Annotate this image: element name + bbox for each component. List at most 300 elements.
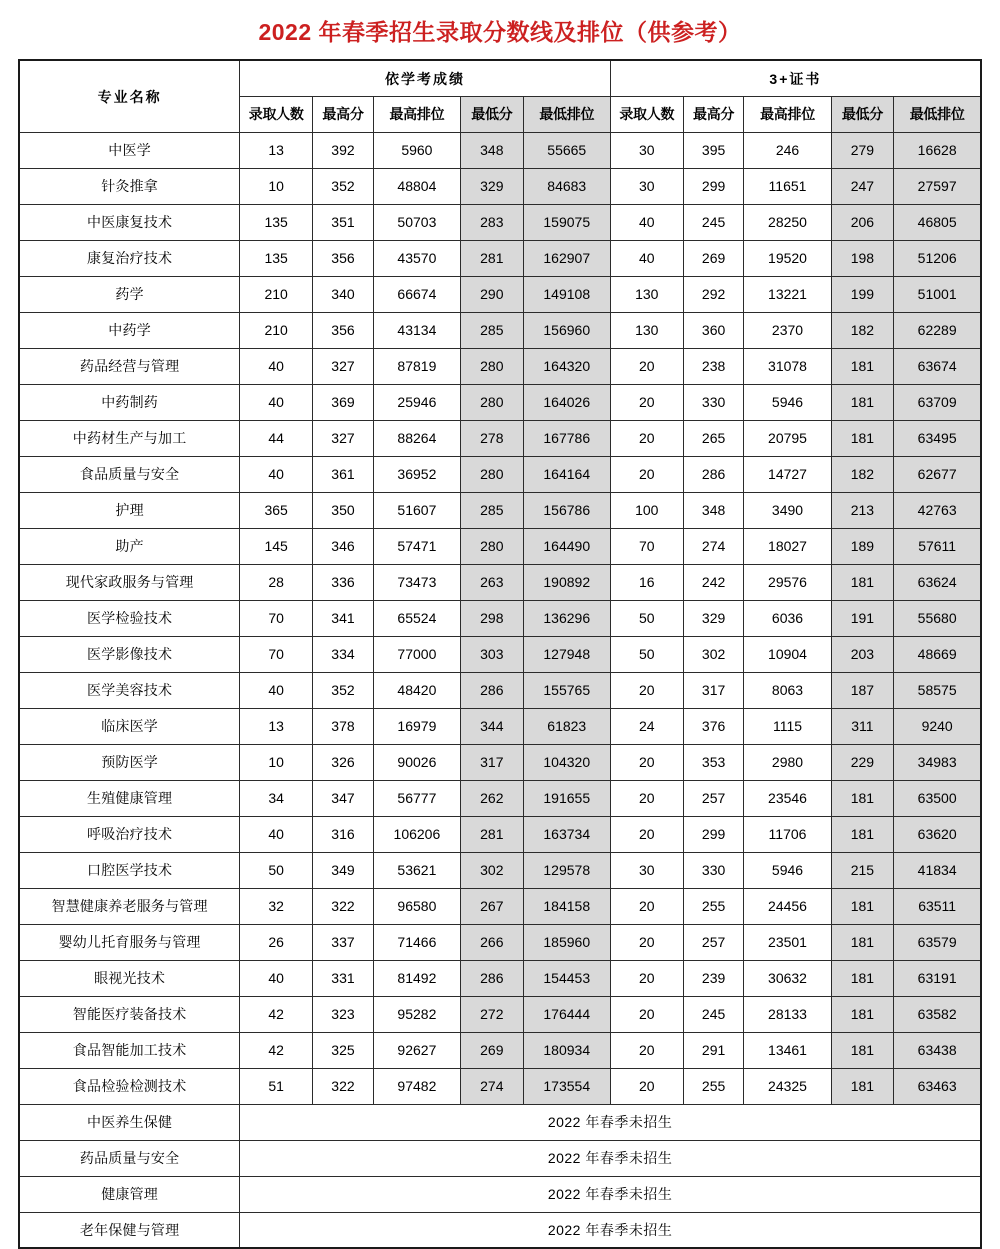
cell-major-name: 口腔医学技术	[19, 852, 240, 888]
cell-zs-maxrank: 3490	[744, 492, 831, 528]
cell-zs-maxscore: 348	[683, 492, 744, 528]
cell-zs-minrank: 57611	[894, 528, 981, 564]
cell-zs-maxrank: 28133	[744, 996, 831, 1032]
cell-xk-minscore: 280	[460, 384, 523, 420]
cell-xk-maxscore: 337	[313, 924, 374, 960]
cell-xk-maxrank: 88264	[373, 420, 460, 456]
header-row-groups	[19, 60, 981, 96]
cell-zs-minscore: 191	[831, 600, 894, 636]
cell-zs-maxscore: 299	[683, 168, 744, 204]
table-row	[19, 132, 981, 168]
cell-xk-count: 50	[240, 852, 313, 888]
header-zs-minscore: 最低分	[831, 96, 894, 132]
cell-zs-maxscore: 257	[683, 924, 744, 960]
table-row	[19, 1032, 981, 1068]
cell-xk-minrank: 156786	[523, 492, 610, 528]
cell-zs-maxscore: 317	[683, 672, 744, 708]
cell-zs-maxrank: 10904	[744, 636, 831, 672]
cell-xk-maxrank: 92627	[373, 1032, 460, 1068]
cell-xk-count: 70	[240, 636, 313, 672]
cell-xk-maxrank: 48804	[373, 168, 460, 204]
cell-zs-minscore: 181	[831, 420, 894, 456]
cell-xk-maxrank: 43134	[373, 312, 460, 348]
cell-zs-minrank: 63579	[894, 924, 981, 960]
cell-zs-minscore: 181	[831, 924, 894, 960]
cell-xk-minrank: 164320	[523, 348, 610, 384]
cell-zs-count: 20	[610, 672, 683, 708]
cell-xk-maxrank: 96580	[373, 888, 460, 924]
cell-xk-maxscore: 327	[313, 420, 374, 456]
header-xk-minrank: 最低排位	[523, 96, 610, 132]
cell-xk-maxscore: 356	[313, 312, 374, 348]
cell-zs-maxrank: 1115	[744, 708, 831, 744]
cell-zs-minrank: 41834	[894, 852, 981, 888]
cell-xk-minscore: 286	[460, 960, 523, 996]
cell-xk-minrank: 164490	[523, 528, 610, 564]
cell-xk-minscore: 298	[460, 600, 523, 636]
cell-xk-minscore: 280	[460, 528, 523, 564]
cell-xk-maxscore: 369	[313, 384, 374, 420]
cell-xk-maxrank: 57471	[373, 528, 460, 564]
cell-zs-minrank: 46805	[894, 204, 981, 240]
cell-xk-minrank: 173554	[523, 1068, 610, 1104]
cell-zs-minrank: 42763	[894, 492, 981, 528]
table-body	[19, 132, 981, 1248]
cell-xk-maxscore: 352	[313, 168, 374, 204]
cell-major-name: 食品质量与安全	[19, 456, 240, 492]
cell-zs-maxrank: 29576	[744, 564, 831, 600]
cell-xk-maxscore: 322	[313, 1068, 374, 1104]
cell-xk-maxscore: 350	[313, 492, 374, 528]
cell-zs-maxrank: 24325	[744, 1068, 831, 1104]
cell-zs-minrank: 63495	[894, 420, 981, 456]
cell-zs-count: 20	[610, 816, 683, 852]
cell-xk-maxscore: 334	[313, 636, 374, 672]
cell-zs-minrank: 48669	[894, 636, 981, 672]
cell-zs-minscore: 181	[831, 348, 894, 384]
table-row	[19, 528, 981, 564]
cell-xk-maxrank: 36952	[373, 456, 460, 492]
cell-major-name: 老年保健与管理	[19, 1212, 240, 1248]
cell-xk-minscore: 344	[460, 708, 523, 744]
cell-zs-maxrank: 11651	[744, 168, 831, 204]
cell-zs-minscore: 181	[831, 384, 894, 420]
cell-zs-minscore: 181	[831, 1032, 894, 1068]
cell-xk-maxrank: 16979	[373, 708, 460, 744]
cell-xk-minscore: 280	[460, 456, 523, 492]
cell-major-name: 眼视光技术	[19, 960, 240, 996]
header-zs-count: 录取人数	[610, 96, 683, 132]
cell-major-name: 医学美容技术	[19, 672, 240, 708]
cell-major-name: 医学检验技术	[19, 600, 240, 636]
cell-major-name: 食品智能加工技术	[19, 1032, 240, 1068]
cell-xk-minrank: 159075	[523, 204, 610, 240]
cell-xk-count: 40	[240, 384, 313, 420]
table-row	[19, 888, 981, 924]
cell-zs-maxscore: 242	[683, 564, 744, 600]
cell-major-name: 中药学	[19, 312, 240, 348]
cell-xk-minscore: 285	[460, 312, 523, 348]
cell-zs-maxscore: 330	[683, 852, 744, 888]
table-row	[19, 384, 981, 420]
cell-xk-count: 13	[240, 708, 313, 744]
cell-xk-minrank: 185960	[523, 924, 610, 960]
cell-zs-maxscore: 299	[683, 816, 744, 852]
cell-xk-maxscore: 347	[313, 780, 374, 816]
cell-zs-maxrank: 2980	[744, 744, 831, 780]
cell-xk-minscore: 267	[460, 888, 523, 924]
cell-xk-maxscore: 331	[313, 960, 374, 996]
cell-xk-count: 135	[240, 204, 313, 240]
cell-zs-count: 30	[610, 852, 683, 888]
cell-zs-maxscore: 395	[683, 132, 744, 168]
table-row	[19, 456, 981, 492]
cell-xk-minrank: 163734	[523, 816, 610, 852]
cell-zs-count: 20	[610, 960, 683, 996]
cell-xk-minrank: 55665	[523, 132, 610, 168]
cell-xk-count: 10	[240, 168, 313, 204]
cell-zs-maxscore: 302	[683, 636, 744, 672]
cell-zs-maxscore: 329	[683, 600, 744, 636]
cell-xk-maxrank: 81492	[373, 960, 460, 996]
cell-xk-maxscore: 352	[313, 672, 374, 708]
cell-zs-maxscore: 257	[683, 780, 744, 816]
cell-zs-minrank: 63500	[894, 780, 981, 816]
cell-major-name: 护理	[19, 492, 240, 528]
cell-xk-count: 26	[240, 924, 313, 960]
cell-zs-count: 70	[610, 528, 683, 564]
table-row-no-intake	[19, 1212, 981, 1248]
table-container	[0, 59, 1000, 1249]
cell-zs-minscore: 182	[831, 456, 894, 492]
table-head	[19, 60, 981, 132]
cell-zs-minscore: 181	[831, 780, 894, 816]
table-row	[19, 564, 981, 600]
cell-major-name: 临床医学	[19, 708, 240, 744]
cell-zs-count: 20	[610, 744, 683, 780]
cell-major-name: 药品经营与管理	[19, 348, 240, 384]
cell-major-name: 中医康复技术	[19, 204, 240, 240]
cell-zs-minrank: 63624	[894, 564, 981, 600]
cell-xk-count: 42	[240, 996, 313, 1032]
cell-zs-maxrank: 6036	[744, 600, 831, 636]
admission-score-table	[18, 59, 982, 1249]
cell-xk-maxrank: 43570	[373, 240, 460, 276]
cell-major-name: 呼吸治疗技术	[19, 816, 240, 852]
cell-xk-count: 210	[240, 312, 313, 348]
cell-major-name: 健康管理	[19, 1176, 240, 1212]
cell-major-name: 中医学	[19, 132, 240, 168]
cell-xk-minscore: 283	[460, 204, 523, 240]
cell-zs-minrank: 9240	[894, 708, 981, 744]
cell-zs-minrank: 55680	[894, 600, 981, 636]
cell-major-name: 助产	[19, 528, 240, 564]
cell-major-name: 食品检验检测技术	[19, 1068, 240, 1104]
cell-zs-maxscore: 353	[683, 744, 744, 780]
cell-zs-count: 30	[610, 168, 683, 204]
cell-zs-count: 20	[610, 996, 683, 1032]
cell-zs-minrank: 62289	[894, 312, 981, 348]
cell-xk-maxrank: 48420	[373, 672, 460, 708]
cell-xk-minscore: 281	[460, 816, 523, 852]
cell-xk-maxrank: 53621	[373, 852, 460, 888]
cell-zs-minscore: 181	[831, 888, 894, 924]
cell-zs-maxrank: 2370	[744, 312, 831, 348]
cell-xk-minrank: 191655	[523, 780, 610, 816]
cell-xk-maxrank: 73473	[373, 564, 460, 600]
table-row	[19, 276, 981, 312]
cell-xk-count: 135	[240, 240, 313, 276]
cell-xk-minrank: 167786	[523, 420, 610, 456]
header-group-zhengshu: 3+证书	[610, 60, 981, 96]
cell-xk-minrank: 155765	[523, 672, 610, 708]
cell-zs-count: 20	[610, 1068, 683, 1104]
cell-zs-minrank: 51001	[894, 276, 981, 312]
cell-zs-count: 50	[610, 600, 683, 636]
cell-xk-maxrank: 95282	[373, 996, 460, 1032]
cell-zs-minrank: 63582	[894, 996, 981, 1032]
cell-zs-minscore: 198	[831, 240, 894, 276]
cell-xk-minrank: 156960	[523, 312, 610, 348]
table-row	[19, 960, 981, 996]
table-row	[19, 1068, 981, 1104]
cell-xk-count: 32	[240, 888, 313, 924]
cell-zs-maxscore: 376	[683, 708, 744, 744]
cell-xk-maxrank: 66674	[373, 276, 460, 312]
cell-zs-minscore: 206	[831, 204, 894, 240]
cell-no-intake-notice: 2022 年春季未招生	[240, 1140, 981, 1176]
cell-zs-minrank: 62677	[894, 456, 981, 492]
page-title: 2022 年春季招生录取分数线及排位（供参考）	[258, 19, 742, 45]
cell-xk-minscore: 280	[460, 348, 523, 384]
cell-zs-maxscore: 265	[683, 420, 744, 456]
cell-zs-maxscore: 255	[683, 888, 744, 924]
cell-xk-count: 42	[240, 1032, 313, 1068]
cell-major-name: 婴幼儿托育服务与管理	[19, 924, 240, 960]
cell-xk-count: 40	[240, 456, 313, 492]
cell-major-name: 生殖健康管理	[19, 780, 240, 816]
cell-zs-minrank: 63709	[894, 384, 981, 420]
cell-zs-minscore: 247	[831, 168, 894, 204]
cell-xk-minrank: 184158	[523, 888, 610, 924]
cell-zs-minscore: 181	[831, 564, 894, 600]
cell-xk-minrank: 180934	[523, 1032, 610, 1068]
cell-xk-minscore: 348	[460, 132, 523, 168]
cell-zs-maxscore: 291	[683, 1032, 744, 1068]
cell-zs-count: 130	[610, 312, 683, 348]
cell-xk-maxrank: 65524	[373, 600, 460, 636]
cell-xk-maxrank: 77000	[373, 636, 460, 672]
cell-xk-minrank: 164026	[523, 384, 610, 420]
cell-zs-minscore: 213	[831, 492, 894, 528]
cell-major-name: 中药材生产与加工	[19, 420, 240, 456]
cell-xk-minrank: 164164	[523, 456, 610, 492]
cell-zs-maxscore: 360	[683, 312, 744, 348]
cell-xk-count: 40	[240, 672, 313, 708]
cell-xk-maxscore: 326	[313, 744, 374, 780]
cell-zs-maxrank: 31078	[744, 348, 831, 384]
cell-zs-count: 50	[610, 636, 683, 672]
header-zs-maxscore: 最高分	[683, 96, 744, 132]
cell-zs-maxscore: 292	[683, 276, 744, 312]
cell-zs-count: 16	[610, 564, 683, 600]
cell-zs-maxrank: 30632	[744, 960, 831, 996]
cell-xk-minscore: 274	[460, 1068, 523, 1104]
cell-xk-maxrank: 71466	[373, 924, 460, 960]
cell-zs-maxrank: 13221	[744, 276, 831, 312]
table-row	[19, 420, 981, 456]
cell-xk-count: 51	[240, 1068, 313, 1104]
cell-zs-maxscore: 330	[683, 384, 744, 420]
cell-xk-minscore: 269	[460, 1032, 523, 1068]
cell-xk-minscore: 329	[460, 168, 523, 204]
cell-major-name: 针灸推拿	[19, 168, 240, 204]
cell-zs-count: 130	[610, 276, 683, 312]
cell-xk-minscore: 285	[460, 492, 523, 528]
cell-xk-count: 40	[240, 960, 313, 996]
cell-major-name: 智能医疗装备技术	[19, 996, 240, 1032]
cell-xk-minscore: 286	[460, 672, 523, 708]
cell-xk-maxscore: 392	[313, 132, 374, 168]
cell-zs-minscore: 181	[831, 996, 894, 1032]
cell-zs-maxrank: 5946	[744, 852, 831, 888]
cell-xk-minrank: 127948	[523, 636, 610, 672]
cell-xk-maxscore: 336	[313, 564, 374, 600]
cell-zs-minscore: 181	[831, 816, 894, 852]
cell-zs-maxrank: 5946	[744, 384, 831, 420]
cell-xk-count: 365	[240, 492, 313, 528]
cell-zs-count: 40	[610, 204, 683, 240]
cell-zs-count: 20	[610, 348, 683, 384]
table-row	[19, 168, 981, 204]
cell-xk-maxrank: 50703	[373, 204, 460, 240]
cell-zs-maxscore: 238	[683, 348, 744, 384]
table-row	[19, 204, 981, 240]
cell-xk-minrank: 136296	[523, 600, 610, 636]
table-row	[19, 852, 981, 888]
cell-xk-minscore: 263	[460, 564, 523, 600]
table-row	[19, 816, 981, 852]
cell-xk-minscore: 272	[460, 996, 523, 1032]
table-row	[19, 636, 981, 672]
table-row	[19, 240, 981, 276]
cell-zs-count: 24	[610, 708, 683, 744]
cell-zs-count: 20	[610, 924, 683, 960]
cell-major-name: 智慧健康养老服务与管理	[19, 888, 240, 924]
cell-xk-maxrank: 51607	[373, 492, 460, 528]
cell-xk-maxscore: 341	[313, 600, 374, 636]
cell-zs-maxscore: 269	[683, 240, 744, 276]
cell-xk-maxrank: 56777	[373, 780, 460, 816]
cell-xk-count: 70	[240, 600, 313, 636]
cell-xk-maxscore: 378	[313, 708, 374, 744]
cell-major-name: 医学影像技术	[19, 636, 240, 672]
cell-zs-minscore: 189	[831, 528, 894, 564]
cell-xk-minrank: 154453	[523, 960, 610, 996]
table-row	[19, 708, 981, 744]
cell-zs-minrank: 27597	[894, 168, 981, 204]
cell-zs-maxscore: 286	[683, 456, 744, 492]
cell-zs-maxrank: 20795	[744, 420, 831, 456]
cell-zs-maxscore: 274	[683, 528, 744, 564]
cell-zs-minscore: 187	[831, 672, 894, 708]
cell-xk-count: 210	[240, 276, 313, 312]
cell-xk-minscore: 317	[460, 744, 523, 780]
cell-zs-minrank: 63463	[894, 1068, 981, 1104]
cell-zs-count: 20	[610, 888, 683, 924]
cell-xk-minrank: 104320	[523, 744, 610, 780]
cell-zs-minscore: 181	[831, 960, 894, 996]
cell-zs-minrank: 63191	[894, 960, 981, 996]
cell-zs-maxrank: 23546	[744, 780, 831, 816]
cell-zs-maxscore: 255	[683, 1068, 744, 1104]
cell-xk-maxscore: 351	[313, 204, 374, 240]
cell-zs-minscore: 229	[831, 744, 894, 780]
cell-xk-maxrank: 97482	[373, 1068, 460, 1104]
table-row	[19, 348, 981, 384]
cell-zs-count: 20	[610, 456, 683, 492]
cell-zs-minscore: 182	[831, 312, 894, 348]
table-row	[19, 672, 981, 708]
header-xk-count: 录取人数	[240, 96, 313, 132]
cell-zs-count: 20	[610, 420, 683, 456]
table-row-no-intake	[19, 1176, 981, 1212]
cell-xk-count: 145	[240, 528, 313, 564]
cell-zs-maxrank: 19520	[744, 240, 831, 276]
cell-xk-maxscore: 325	[313, 1032, 374, 1068]
table-row	[19, 600, 981, 636]
cell-xk-maxscore: 361	[313, 456, 374, 492]
cell-xk-count: 10	[240, 744, 313, 780]
cell-zs-count: 20	[610, 384, 683, 420]
cell-xk-minrank: 190892	[523, 564, 610, 600]
cell-no-intake-notice: 2022 年春季未招生	[240, 1176, 981, 1212]
cell-xk-minscore: 302	[460, 852, 523, 888]
cell-xk-maxscore: 316	[313, 816, 374, 852]
cell-zs-count: 100	[610, 492, 683, 528]
cell-xk-maxscore: 323	[313, 996, 374, 1032]
cell-xk-maxscore: 322	[313, 888, 374, 924]
header-xk-minscore: 最低分	[460, 96, 523, 132]
cell-xk-count: 28	[240, 564, 313, 600]
cell-zs-minrank: 63511	[894, 888, 981, 924]
cell-xk-maxscore: 340	[313, 276, 374, 312]
cell-zs-count: 30	[610, 132, 683, 168]
cell-xk-maxrank: 5960	[373, 132, 460, 168]
cell-zs-minscore: 203	[831, 636, 894, 672]
cell-zs-minscore: 215	[831, 852, 894, 888]
cell-zs-minscore: 279	[831, 132, 894, 168]
cell-zs-minscore: 311	[831, 708, 894, 744]
cell-major-name: 现代家政服务与管理	[19, 564, 240, 600]
cell-zs-maxscore: 245	[683, 996, 744, 1032]
header-xk-maxrank: 最高排位	[373, 96, 460, 132]
cell-xk-minrank: 162907	[523, 240, 610, 276]
cell-xk-maxscore: 349	[313, 852, 374, 888]
table-row	[19, 312, 981, 348]
table-row-no-intake	[19, 1140, 981, 1176]
cell-zs-minrank: 51206	[894, 240, 981, 276]
header-zs-maxrank: 最高排位	[744, 96, 831, 132]
cell-xk-maxscore: 346	[313, 528, 374, 564]
cell-major-name: 药学	[19, 276, 240, 312]
header-xk-maxscore: 最高分	[313, 96, 374, 132]
cell-no-intake-notice: 2022 年春季未招生	[240, 1104, 981, 1140]
table-row	[19, 996, 981, 1032]
cell-xk-minrank: 129578	[523, 852, 610, 888]
table-row	[19, 744, 981, 780]
cell-xk-minrank: 149108	[523, 276, 610, 312]
